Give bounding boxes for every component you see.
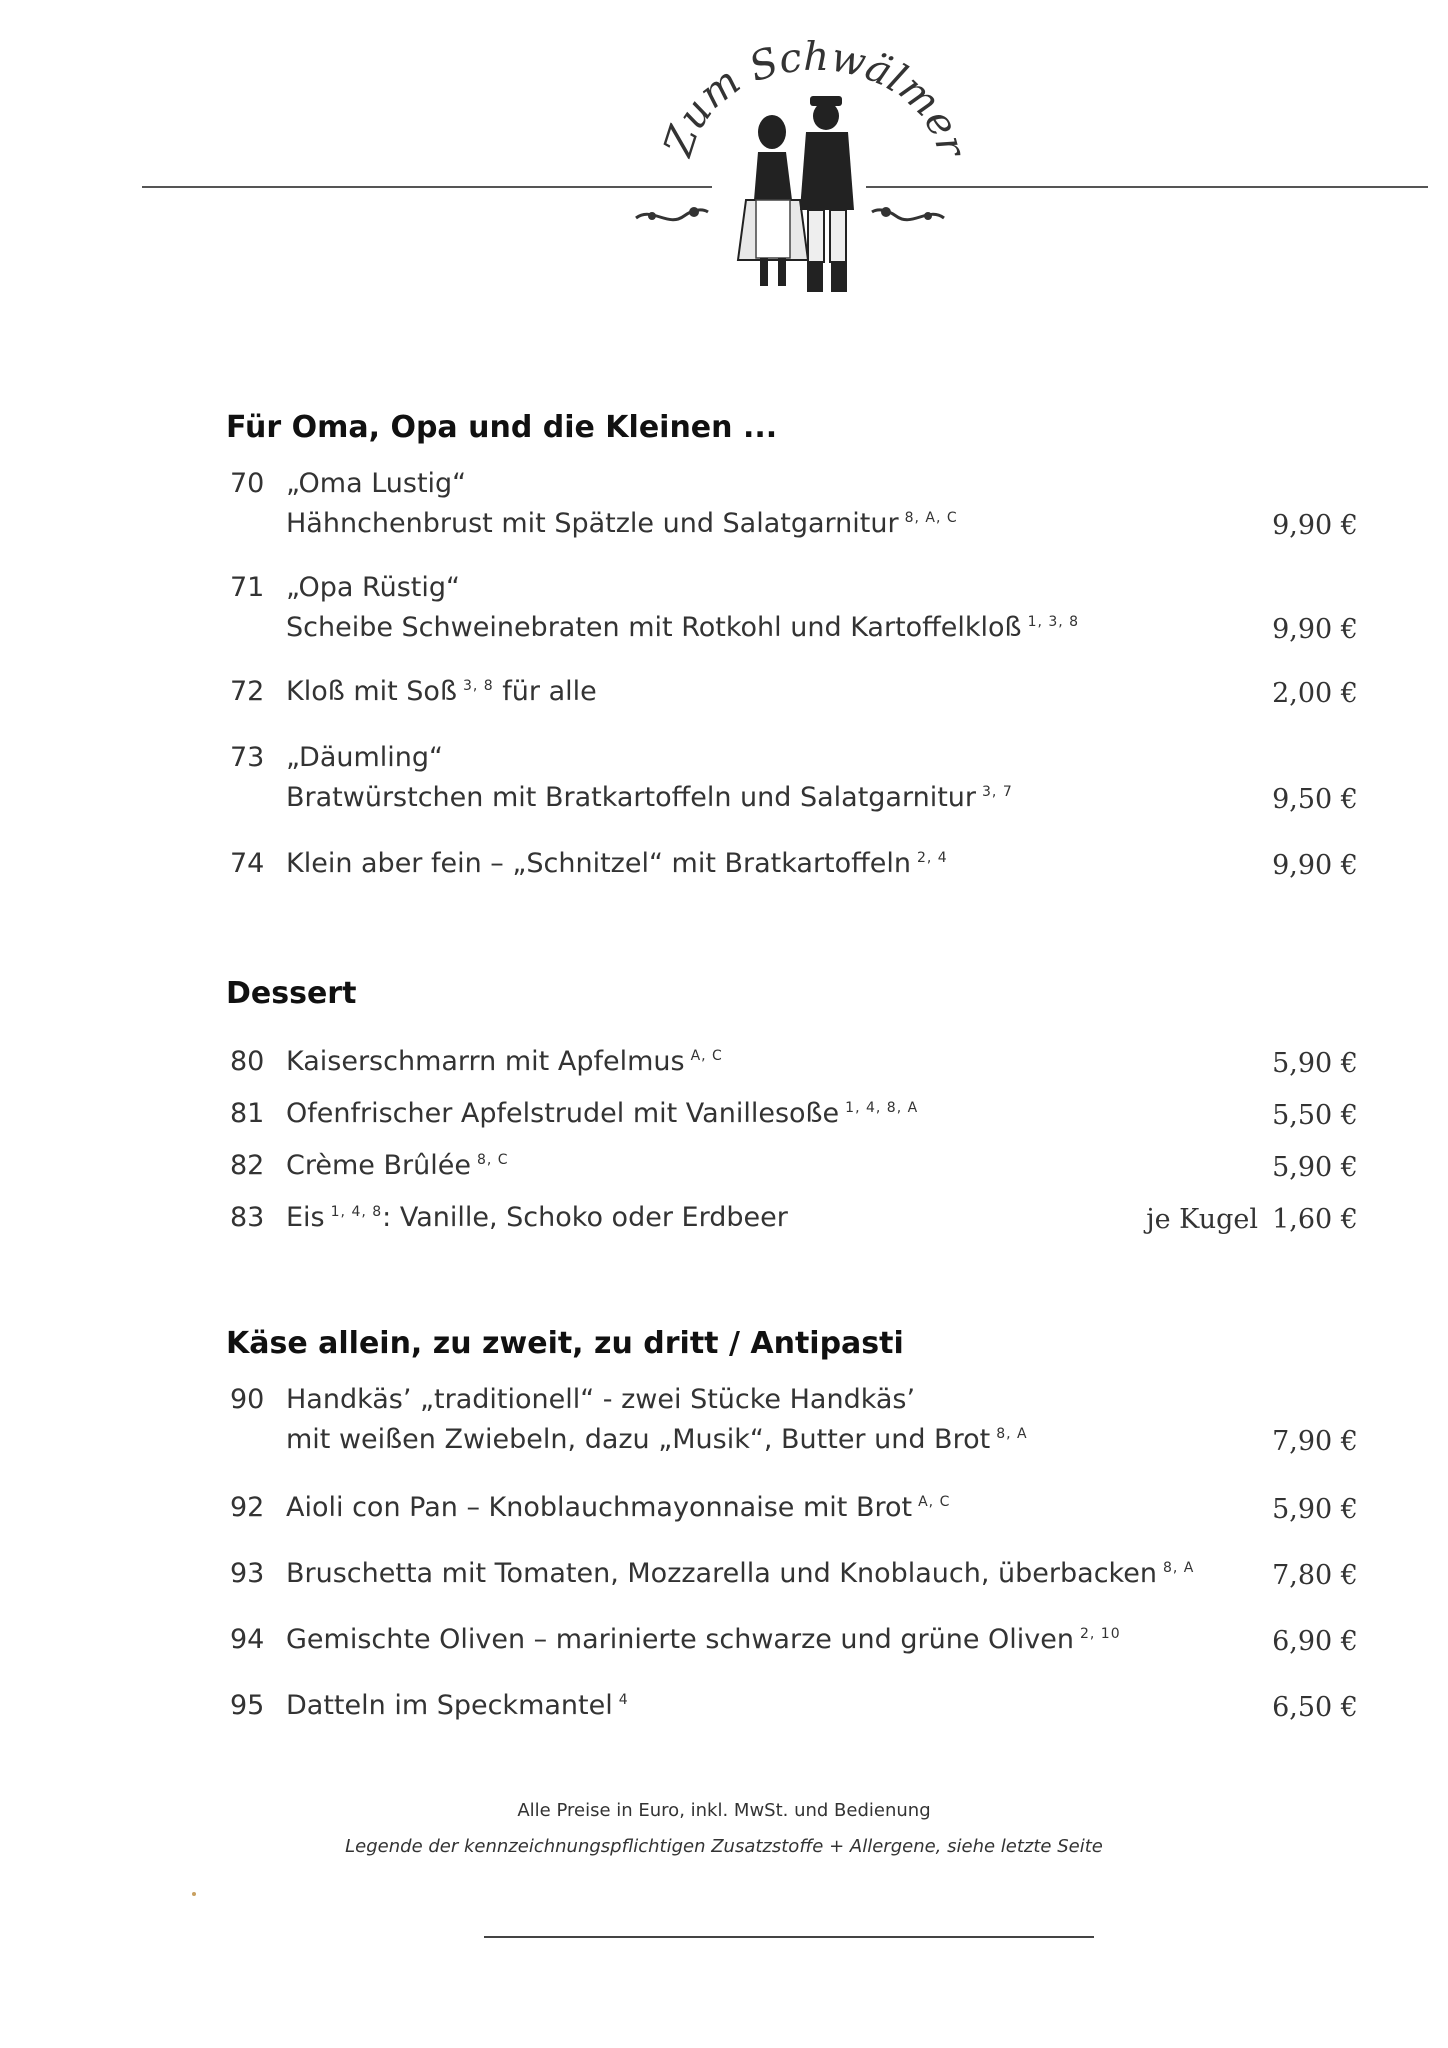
- allergen-legend-note: Legende der kennzeichnungspflichtigen Zusatzstoffe + Allergene, siehe letzte Seite: [345, 1836, 1103, 1857]
- item-price: 6,50 €: [1272, 1692, 1358, 1723]
- item-number: 93: [230, 1558, 265, 1589]
- item-text: Crème Brûlée $^{8, C}$: [286, 1150, 509, 1181]
- item-text: Kloß mit Soß $^{3, 8}$ für alle: [286, 676, 597, 707]
- item-price: 9,50 €: [1272, 784, 1358, 815]
- paper-speck: [192, 1892, 196, 1896]
- item-number: 83: [230, 1202, 265, 1233]
- item-text: Datteln im Speckmantel $^4$: [286, 1690, 629, 1721]
- item-price: 1,60 €: [1272, 1204, 1358, 1235]
- item-price: 9,90 €: [1272, 850, 1358, 881]
- footer-rule: [484, 1936, 1094, 1938]
- price-note: Alle Preise in Euro, inkl. MwSt. und Bedienung: [517, 1800, 931, 1821]
- allergen-codes: 2, 4: [917, 850, 948, 866]
- couple-figures-icon: [738, 96, 854, 292]
- item-price: 5,90 €: [1272, 1494, 1358, 1525]
- allergen-codes: A, C: [918, 1494, 951, 1510]
- section-title: Käse allein, zu zweit, zu dritt / Antipasti: [226, 1326, 904, 1361]
- allergen-codes: 1, 4, 8, A: [845, 1100, 919, 1116]
- item-number: 95: [230, 1690, 265, 1721]
- allergen-codes: 8, A, C: [904, 510, 958, 526]
- section-title: Für Oma, Opa und die Kleinen ...: [226, 410, 778, 445]
- allergen-codes: 4: [618, 1692, 629, 1708]
- item-number: 71: [230, 572, 265, 603]
- item-number: 73: [230, 742, 265, 773]
- item-price: 5,90 €: [1272, 1152, 1358, 1183]
- allergen-codes: 8, C: [476, 1152, 509, 1168]
- item-name: „Oma Lustig“: [286, 468, 467, 499]
- item-number: 72: [230, 676, 265, 707]
- item-description: Hähnchenbrust mit Spätzle und Salatgarnitur $^{8, A, C}$: [286, 508, 958, 539]
- allergen-codes: 1, 4, 8: [330, 1204, 383, 1220]
- item-number: 81: [230, 1098, 265, 1129]
- item-price: 7,80 €: [1272, 1560, 1358, 1591]
- ornament-left-icon: [632, 196, 712, 236]
- allergen-codes: 2, 10: [1080, 1626, 1121, 1642]
- item-number: 92: [230, 1492, 265, 1523]
- item-text: Bruschetta mit Tomaten, Mozzarella und Knoblauch, überbacken $^{8, A}$: [286, 1558, 1195, 1589]
- allergen-codes: 1, 3, 8: [1027, 614, 1080, 630]
- item-description: Scheibe Schweinebraten mit Rotkohl und Kartoffelkloß $^{1, 3, 8}$: [286, 612, 1080, 643]
- item-price: 6,90 €: [1272, 1626, 1358, 1657]
- item-description: Bratwürstchen mit Bratkartoffeln und Salatgarnitur $^{3, 7}$: [286, 782, 1013, 813]
- item-number: 90: [230, 1384, 265, 1415]
- item-text: Gemischte Oliven – marinierte schwarze und grüne Oliven $^{2, 10}$: [286, 1624, 1121, 1655]
- item-price: 5,90 €: [1272, 1048, 1358, 1079]
- allergen-codes: A, C: [690, 1048, 723, 1064]
- item-name: Handkäs’ „traditionell“ - zwei Stücke Handkäs’: [286, 1384, 916, 1415]
- allergen-codes: 8, A: [996, 1426, 1028, 1442]
- item-description: mit weißen Zwiebeln, dazu „Musik“, Butter und Brot $^{8, A}$: [286, 1424, 1028, 1455]
- item-number: 82: [230, 1150, 265, 1181]
- item-price: 9,90 €: [1272, 510, 1358, 541]
- item-name: „Däumling“: [286, 742, 444, 773]
- item-price: 9,90 €: [1272, 614, 1358, 645]
- item-name: „Opa Rüstig“: [286, 572, 460, 603]
- item-text: Ofenfrischer Apfelstrudel mit Vanillesoße $^{1, 4, 8, A}$: [286, 1098, 919, 1129]
- item-text: Eis $^{1, 4, 8}$: Vanille, Schoko oder Erdbeer: [286, 1202, 788, 1233]
- per-unit-label: je Kugel: [1146, 1204, 1258, 1235]
- restaurant-logo: [650, 40, 980, 300]
- item-text: Kaiserschmarrn mit Apfelmus $^{A, C}$: [286, 1046, 723, 1077]
- item-number: 70: [230, 468, 265, 499]
- allergen-codes: 3, 7: [982, 784, 1013, 800]
- section-title: Dessert: [226, 976, 357, 1011]
- ornament-right-icon: [868, 196, 948, 236]
- item-price: 7,90 €: [1272, 1426, 1358, 1457]
- item-text: Aioli con Pan – Knoblauchmayonnaise mit Brot $^{A, C}$: [286, 1492, 951, 1523]
- item-number: 74: [230, 848, 265, 879]
- item-price: 5,50 €: [1272, 1100, 1358, 1131]
- item-price: 2,00 €: [1272, 678, 1358, 709]
- item-number: 94: [230, 1624, 265, 1655]
- header-rule-left: [142, 186, 712, 188]
- allergen-codes: 3, 8: [462, 678, 494, 694]
- logo-text: Zum Schwälmer: [655, 40, 975, 162]
- item-number: 80: [230, 1046, 265, 1077]
- item-text: Klein aber fein – „Schnitzel“ mit Bratkartoffeln $^{2, 4}$: [286, 848, 948, 879]
- allergen-codes: 8, A: [1162, 1560, 1195, 1576]
